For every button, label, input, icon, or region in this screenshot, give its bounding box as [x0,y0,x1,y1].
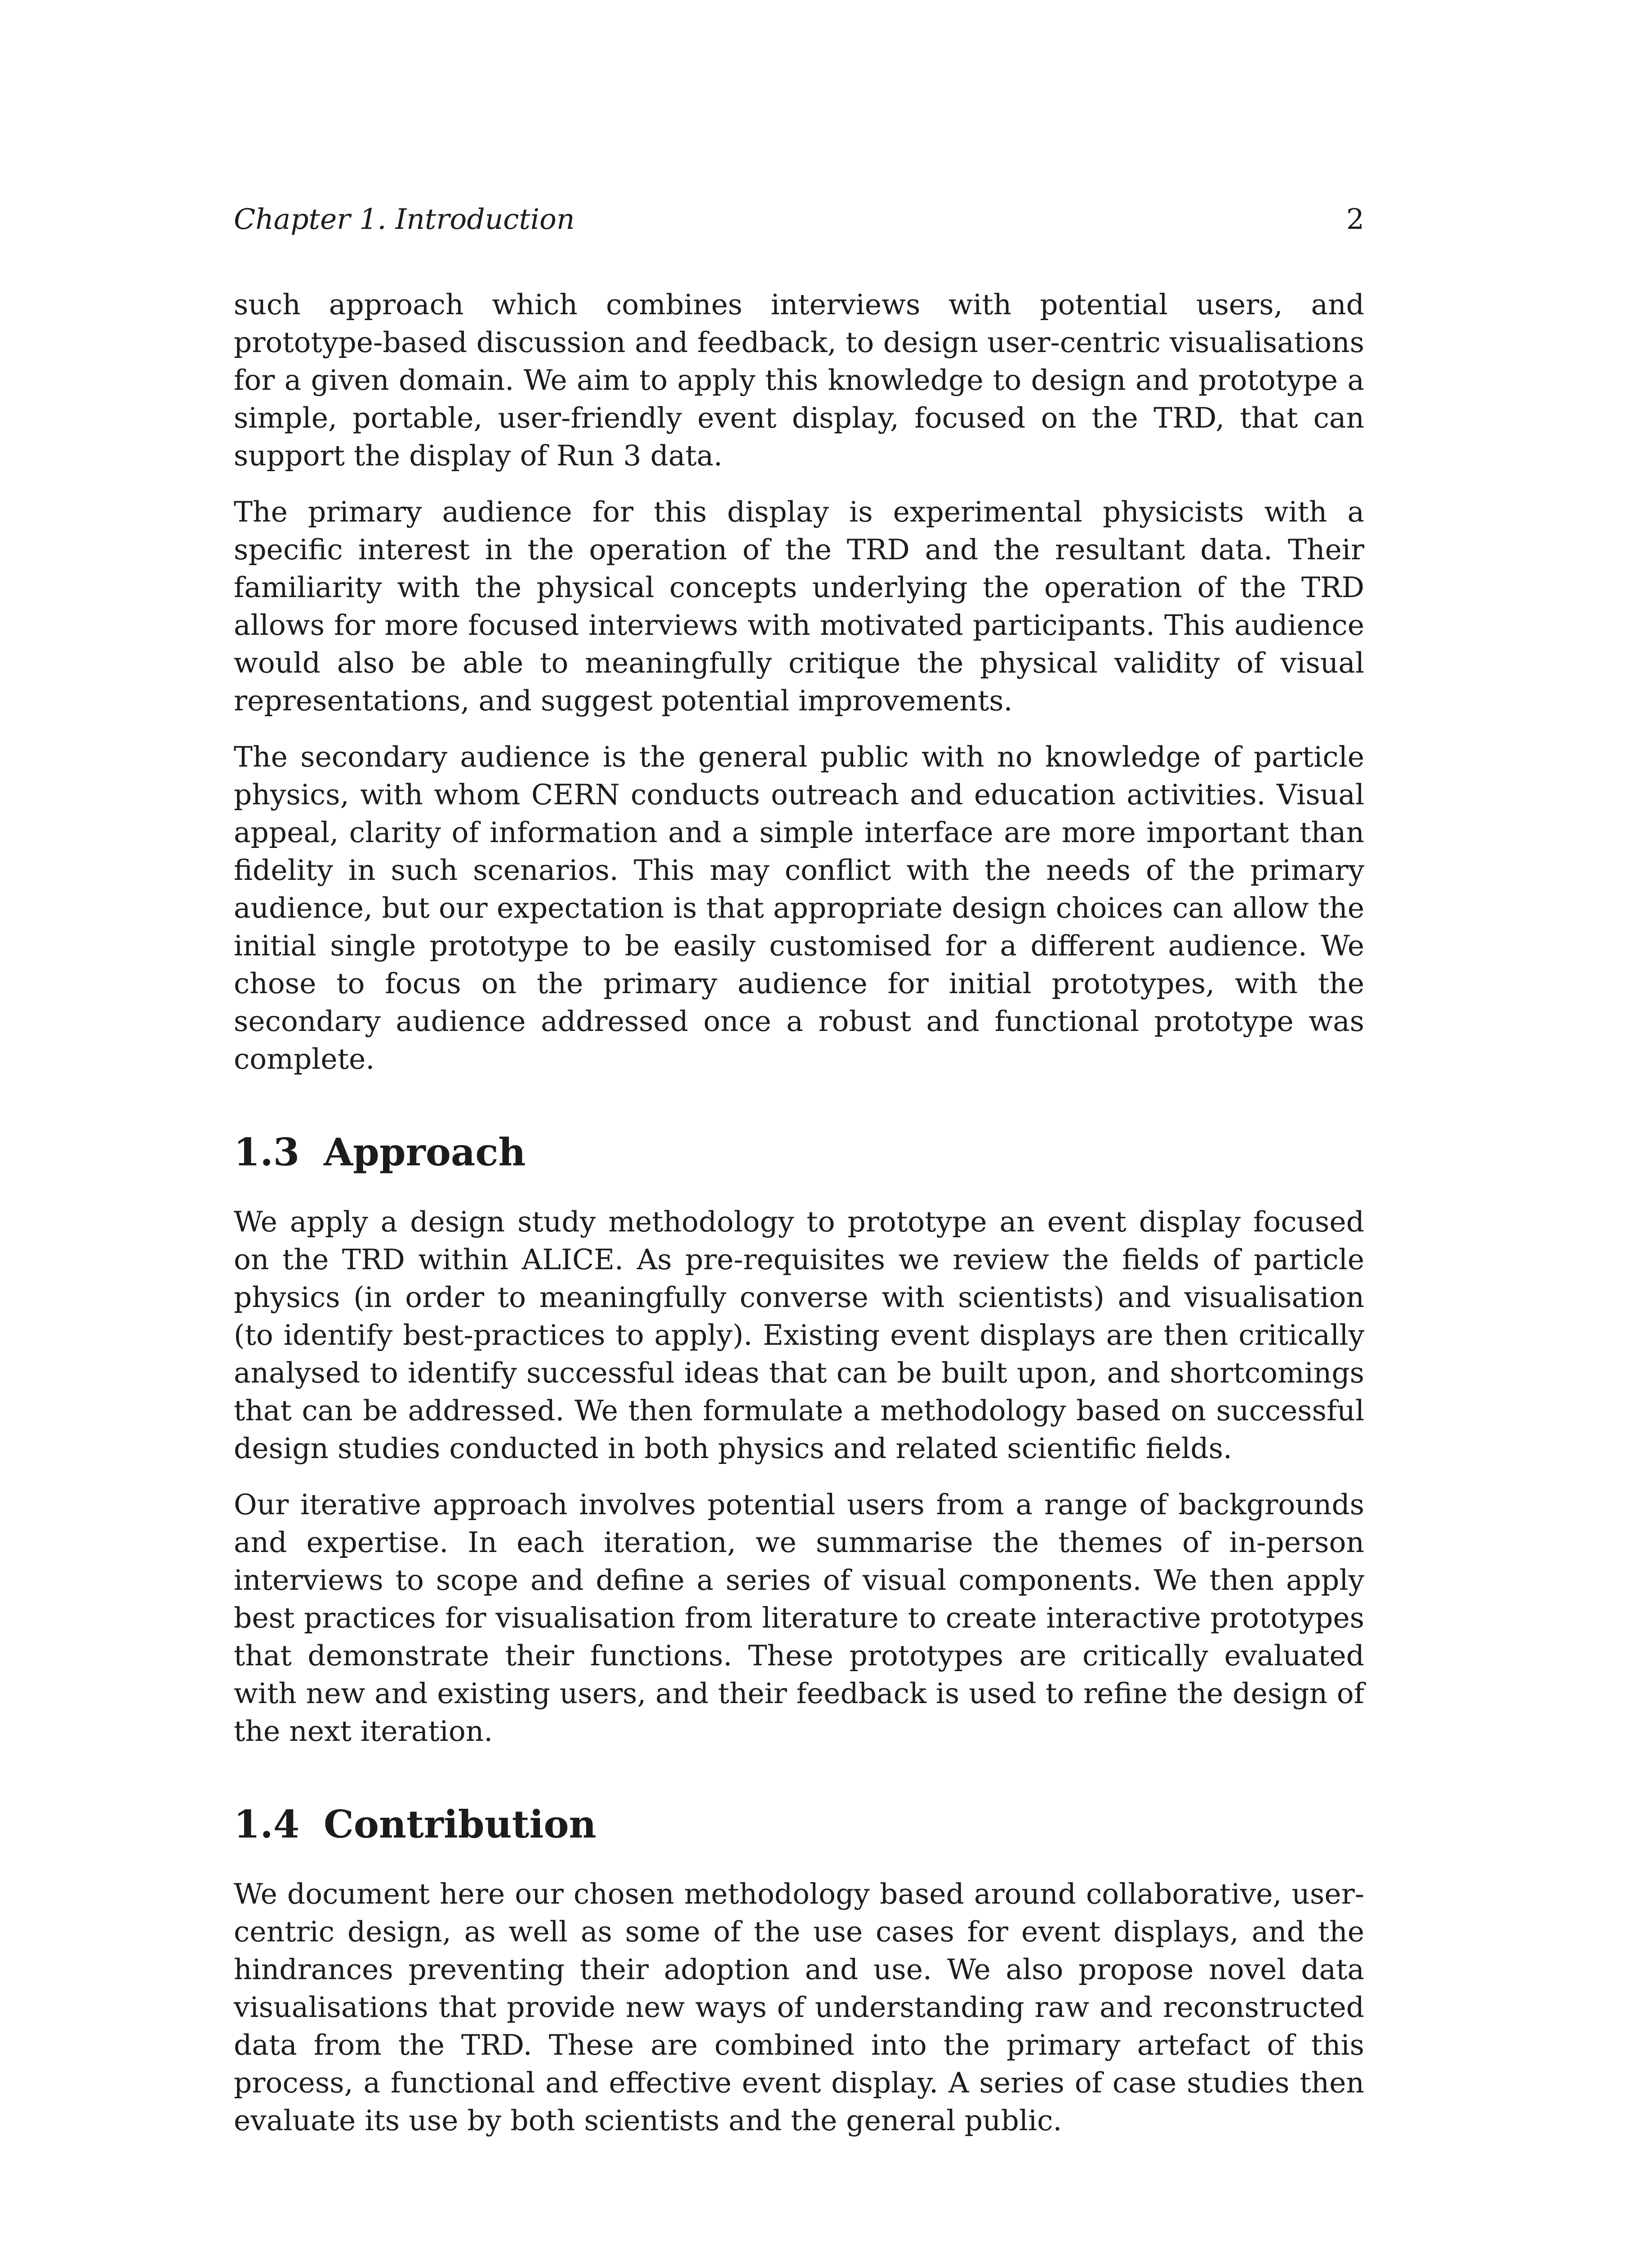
approach-paragraph-2: Our iterative approach involves potential users from a range of backgrounds and expertise. In each iteration, we summarise the themes of in-person interviews to scope and define a series of visual components. We then apply best practices for visualisation from literature to create interactive prototypes that demonstrate their functions. These prototypes are critically evaluated with new and existing users, and their feedback is used to refine the design of the next iteration. [234,1488,1364,1748]
section-title: Approach [324,1130,526,1174]
document-page [234,198,1364,2158]
intro-paragraph-2: The primary audience for this display is experimental physicists with a specific interest in the operation of the TRD and the resultant data. Their familiarity with the physical concepts underlying the operation of the TRD allows for more focused interviews with motivated participants. This audience would also be able to meaningfully critique the physical validity of visual representations, and suggest potential improvements. [234,495,1364,717]
page-number: 2 [1346,203,1364,236]
section-heading-approach [234,1128,1364,1177]
contribution-paragraph-1: We document here our chosen methodology based around collaborative, user-centric design, as well as some of the use cases for event displays, and the hindrances preventing their adoption and use. We also propose novel data visualisations that provide new ways of understanding raw and reconstructed data from the TRD. These are combined into the primary artefact of this process, a functional and effective event display. A series of case studies then evaluate its use by both scientists and the general public. [234,1878,1364,2137]
chapter-title: Chapter 1. Introduction [234,203,575,236]
section-number: 1.3 [234,1130,300,1174]
running-header [234,198,1364,241]
intro-paragraph-3: The secondary audience is the general public with no knowledge of particle physics, with whom CERN conducts outreach and education activities. Visual appeal, clarity of information and a simple interface are more important than fidelity in such scenarios. This may conflict with the needs of the primary audience, but our expectation is that appropriate design choices can allow the initial single prototype to be easily customised for a different audience. We chose to focus on the primary audience for initial prototypes, with the secondary audience addressed once a robust and functional prototype was complete. [234,740,1364,1075]
approach-paragraph-1: We apply a design study methodology to prototype an event display focused on the TRD within ALICE. As pre-requisites we review the fields of particle physics (in order to meaningfully converse with scientists) and visualisation (to identify best-practices to apply). Existing event displays are then critically analysed to identify successful ideas that can be built upon, and shortcomings that can be addressed. We then formulate a methodology based on successful design studies conducted in both physics and related scientific fields. [234,1205,1364,1465]
section-number: 1.4 [234,1802,300,1847]
section-heading-contribution [234,1800,1364,1849]
intro-paragraph-1: such approach which combines interviews with potential users, and prototype-based discussion and feedback, to design user-centric visualisations for a given domain. We aim to apply this knowledge to design and prototype a simple, portable, user-friendly event display, focused on the TRD, that can support the display of Run 3 data. [234,288,1364,472]
section-title: Contribution [324,1802,597,1847]
